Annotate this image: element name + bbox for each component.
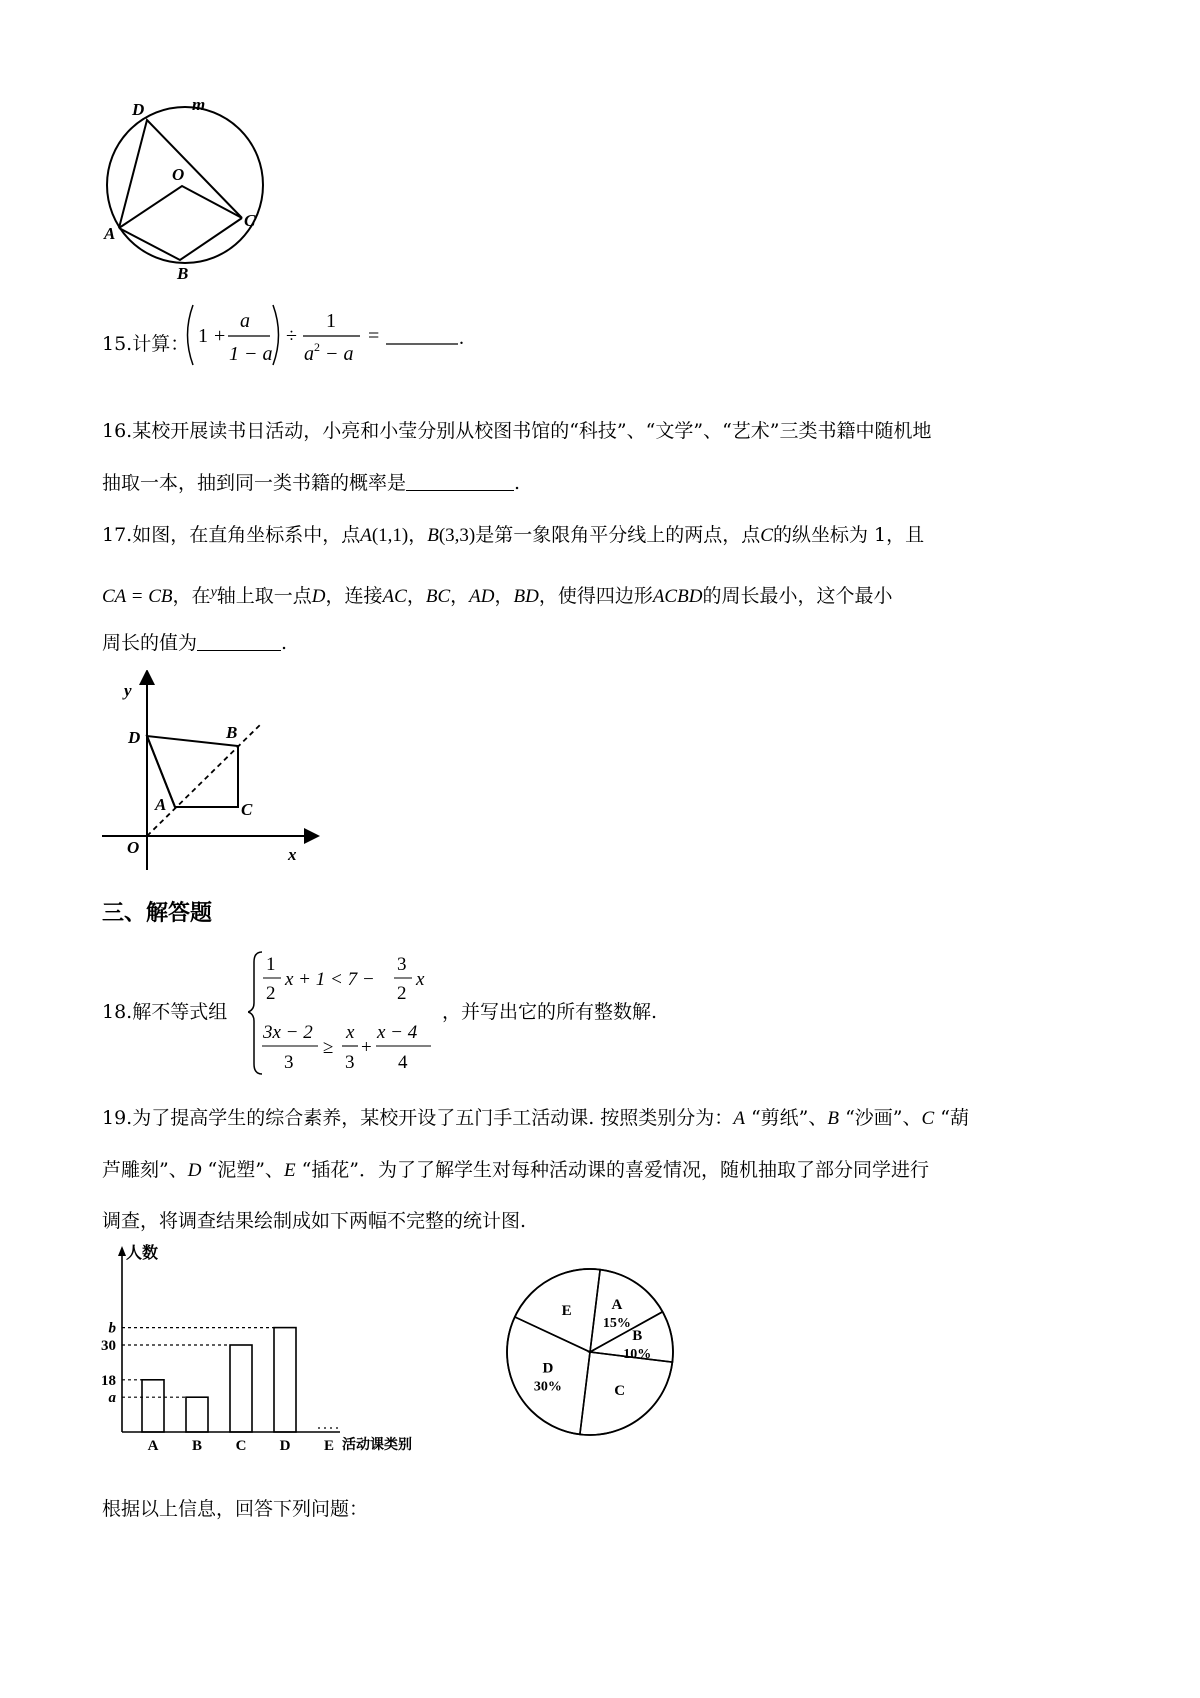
q19-cat-b-name: “沙画”、 <box>845 1107 922 1129</box>
pie-percent-label: 30% <box>533 1379 562 1395</box>
coordinate-figure <box>100 670 320 875</box>
q16-text: 抽取一本，抽到同一类书籍的概率是 <box>102 472 407 494</box>
q19-cat-d: D <box>187 1160 202 1181</box>
closing-text: 根据以上信息，回答下列问题： <box>102 1498 369 1520</box>
q17-sep3: ， <box>494 585 514 607</box>
bar-x-tick-label: E <box>323 1438 335 1454</box>
bar-x-tick-label: A <box>147 1438 159 1454</box>
q17-answer-blank <box>197 630 281 651</box>
circle-label-o: O <box>172 165 185 184</box>
circle-label-m: m <box>192 98 206 114</box>
bar-d <box>274 1328 296 1432</box>
circle-figure <box>100 98 280 283</box>
q18-frac1-num: 1 <box>266 954 276 975</box>
coord-label-c: C <box>241 800 253 819</box>
q17-text-a: 17.如图，在直角坐标系中，点 <box>102 524 361 546</box>
q19-text-b: 芦雕刻”、 <box>102 1159 188 1181</box>
q19-line1 <box>102 1104 969 1133</box>
pie-label: D <box>542 1360 554 1377</box>
q18-frac3-num: 3x − 2 <box>263 1022 313 1043</box>
q17-sep2: ， <box>450 585 470 607</box>
q17-point-d: D <box>311 586 326 607</box>
q17-point-a: A <box>360 525 372 546</box>
q17-l2-d: ，使得四边形 <box>538 585 653 607</box>
pie-percent-label: 15% <box>602 1316 631 1332</box>
q17-seg-bd: BD <box>513 586 539 607</box>
q16-line1: 16.某校开展读书日活动，小亮和小莹分别从校图书馆的“科技”、“文学”、“艺术”三类书籍中随机地 <box>102 420 932 442</box>
q18-prefix: 18.解不等式组 <box>102 1001 228 1023</box>
q17-ca-cb: CA = CB <box>102 586 173 607</box>
bar-b <box>186 1397 208 1432</box>
q15-number: 15. <box>102 333 133 355</box>
bar-chart <box>100 1240 470 1460</box>
q17-point-c: C <box>760 525 773 546</box>
q17-l2-e: 的周长最小，这个最小 <box>702 585 893 607</box>
q15-num-a: a <box>240 310 250 332</box>
q19-cat-e: E <box>283 1160 296 1181</box>
pie-percent-label: 10% <box>623 1346 652 1362</box>
bar-x-title: 活动课类别 <box>342 1438 412 1453</box>
question-15 <box>102 330 189 358</box>
q15-den1: 1 − a <box>229 343 273 365</box>
q19-line3: 调查，将调查结果绘制成如下两幅不完整的统计图. <box>102 1210 527 1232</box>
bar-y-tick-label: b <box>108 1320 116 1337</box>
pie-slice-e <box>515 1269 600 1352</box>
q15-den2-rest: − a <box>320 343 354 365</box>
q18-suffix: ，并写出它的所有整数解. <box>442 1001 658 1023</box>
q18-frac4-den: 3 <box>345 1052 355 1073</box>
pie-slice-c <box>580 1352 672 1435</box>
bar-y-arrow <box>118 1246 126 1256</box>
coord-label-b: B <box>226 723 238 742</box>
coord-label-y: y <box>124 681 132 700</box>
bar-c <box>230 1345 252 1432</box>
circle-label-a: A <box>104 224 116 243</box>
circle-label-d: D <box>132 100 145 119</box>
coord-label-x: x <box>288 845 297 864</box>
q18-plus: + <box>361 1037 372 1058</box>
q15-num-1: 1 <box>326 310 336 332</box>
pie-slice-a <box>590 1270 663 1352</box>
bar-a <box>142 1380 164 1432</box>
q16-answer-blank <box>406 470 514 491</box>
q19-cat-c-name: “葫 <box>940 1107 969 1129</box>
q17-text-c: 是第一象限角平分线上的两点，点 <box>475 524 761 546</box>
q15-prefix: 计算： <box>132 333 190 355</box>
section-title: 三、解答题 <box>102 900 213 926</box>
q17-seg-ad: AD <box>469 586 495 607</box>
q18-frac3-den: 3 <box>284 1052 294 1073</box>
q17-seg-bc: BC <box>425 586 451 607</box>
q15-eq: = <box>368 325 380 347</box>
bar-y-tick-label: a <box>108 1390 116 1407</box>
bar-x-tick-label: D <box>279 1438 291 1454</box>
pie-label: E <box>561 1302 572 1319</box>
pie-label: A <box>611 1297 623 1314</box>
q15-plus: + <box>214 325 226 347</box>
pie-chart <box>490 1252 690 1452</box>
bar-x-tick-label: C <box>235 1438 247 1454</box>
q15-expression <box>178 300 478 370</box>
q17-text-3: 周长的值为 <box>102 632 198 654</box>
q17-seg-ac: AC <box>382 586 407 607</box>
q17-quad-acbd: ACBD <box>652 586 703 607</box>
q17-line1 <box>102 521 924 550</box>
q16-line2 <box>102 469 520 497</box>
coord-label-o: O <box>127 838 140 857</box>
q15-den2-sup: 2 <box>314 340 320 354</box>
pie-label: B <box>632 1327 643 1344</box>
q19-text-a: 19.为了提高学生的综合素养，某校开设了五门手工活动课. 按照类别分为： <box>102 1107 734 1129</box>
coord-label-a: A <box>155 795 167 814</box>
q18-frac5-num: x − 4 <box>377 1022 418 1043</box>
q17-end: . <box>281 632 288 654</box>
q19-cat-c: C <box>921 1108 935 1129</box>
q18-ineq1-mid: x + 1 < 7 − <box>285 969 375 990</box>
q19-cat-a: A <box>733 1108 745 1129</box>
bar-y-tick-label: 30 <box>101 1338 116 1354</box>
svg-text:a2 − a <box>304 340 354 365</box>
q17-point-b-coord: (3,3) <box>438 525 476 546</box>
q18-frac2-num: 3 <box>397 954 407 975</box>
q17-text-d: 的纵坐标为 1，且 <box>772 524 925 546</box>
q17-line2 <box>102 579 892 611</box>
q17-point-b: B <box>427 525 439 546</box>
q15-one: 1 <box>198 325 208 347</box>
q19-line2 <box>102 1156 929 1185</box>
q19-cat-e-name: “插花”．为了了解学生对每种活动课的喜爱情况，随机抽取了部分同学进行 <box>301 1159 930 1181</box>
q18-frac4-num: x <box>346 1022 355 1043</box>
bar-y-tick-label: 18 <box>101 1372 116 1389</box>
q18-frac1-den: 2 <box>266 983 276 1004</box>
bar-x-tick-label: B <box>191 1438 203 1454</box>
q15-end: . <box>459 327 464 349</box>
circle-label-b: B <box>177 264 189 283</box>
circle-label-c: C <box>244 211 256 230</box>
q18-frac2-den: 2 <box>397 983 407 1004</box>
q17-l2-b: 轴上取一点 <box>216 585 312 607</box>
q15-div: ÷ <box>286 325 297 347</box>
q17-comma: ， <box>408 524 428 546</box>
q19-cat-b: B <box>827 1108 840 1129</box>
q19-cat-a-name: “剪纸”、 <box>750 1107 828 1129</box>
q18-ineq1-x: x <box>416 969 425 990</box>
q18-ge: ≥ <box>323 1037 334 1058</box>
pie-label: C <box>614 1382 626 1399</box>
q15-den2: a <box>304 343 314 365</box>
q19-cat-d-name: “泥塑”、 <box>207 1159 284 1181</box>
q17-l2-c: ，连接 <box>325 585 383 607</box>
q16-end: . <box>514 472 521 494</box>
q17-sep1: ， <box>406 585 426 607</box>
q17-y-axis: y <box>210 585 217 600</box>
q17-point-a-coord: (1,1) <box>371 525 409 546</box>
q18-frac5-den: 4 <box>398 1052 408 1073</box>
bar-y-title: 人数 <box>126 1245 159 1262</box>
q17-l2-a: ，在 <box>172 585 211 607</box>
coord-label-d: D <box>128 728 141 747</box>
q18-inequality-system <box>248 948 438 1078</box>
q17-line3 <box>102 629 287 657</box>
